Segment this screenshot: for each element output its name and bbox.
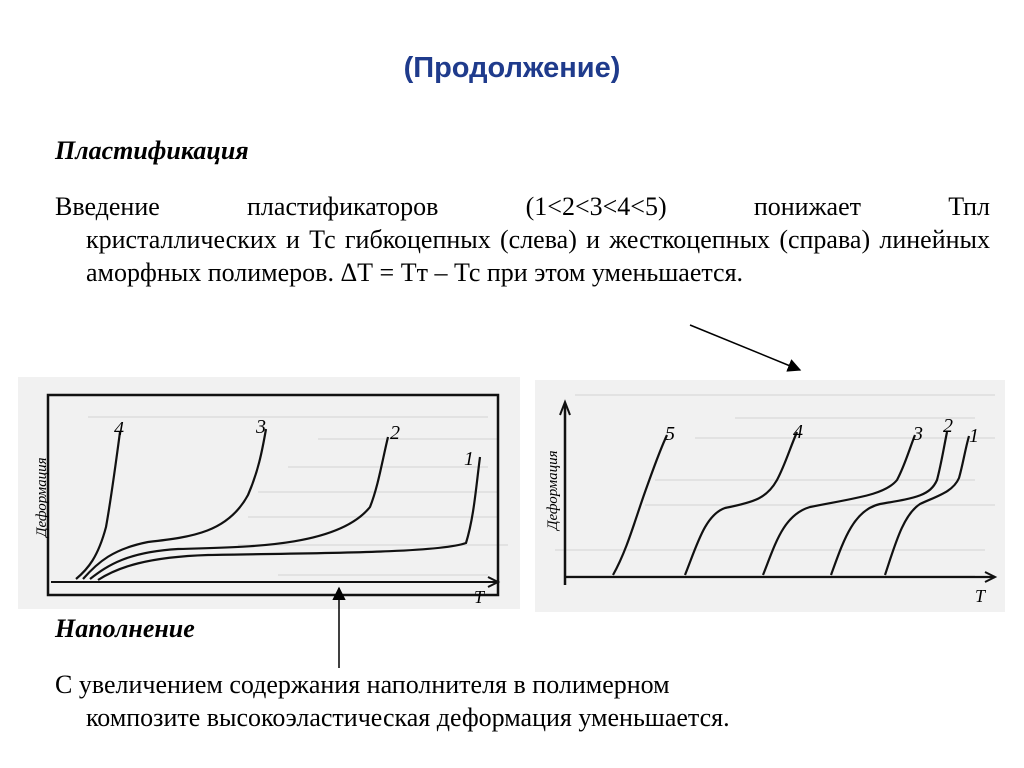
left-curve-label-4: 4 <box>114 418 124 440</box>
y-axis-label: Деформация <box>34 457 50 537</box>
left-curve-label-3: 3 <box>256 416 266 438</box>
left-curve-label-2: 2 <box>390 422 400 444</box>
section-heading-plasticization: Пластификация <box>55 136 249 165</box>
left-curve-label-1: 1 <box>464 448 474 470</box>
x-axis-label: T <box>975 586 986 606</box>
right-curve-label-3: 3 <box>913 423 923 445</box>
right-deformation-figure <box>535 380 1005 612</box>
arrow-to-right-figure <box>690 325 800 370</box>
right-curve-label-1: 1 <box>969 425 979 447</box>
paragraph-plasticization <box>55 190 990 289</box>
right-curve-label-2: 2 <box>943 415 953 437</box>
right-curve-label-5: 5 <box>665 423 675 445</box>
section-heading-filling: Наполнение <box>55 614 195 643</box>
x-axis-label: T <box>474 587 485 607</box>
paragraph-plasticization-rest: кристаллических и Тс гибкоцепных (слева) и жесткоцепных (справа) линейных аморфных полимеров. ΔТ = Тт – Тс при этом уменьшается. <box>86 225 990 287</box>
paragraph-filling-line1: С увеличением содержания наполнителя в полимерном <box>55 670 670 699</box>
y-axis-label: Деформация <box>545 450 561 530</box>
paragraph-filling-rest: композите высокоэластическая деформация уменьшается. <box>86 703 730 732</box>
right-curve-label-4: 4 <box>793 421 803 443</box>
slide-title: (Продолжение) <box>403 52 621 84</box>
paragraph-filling <box>55 668 990 734</box>
paragraph-plasticization-line1: Введение пластификаторов (1<2<3<4<5) понижает Тпл <box>55 192 990 221</box>
left-deformation-figure <box>18 377 520 609</box>
